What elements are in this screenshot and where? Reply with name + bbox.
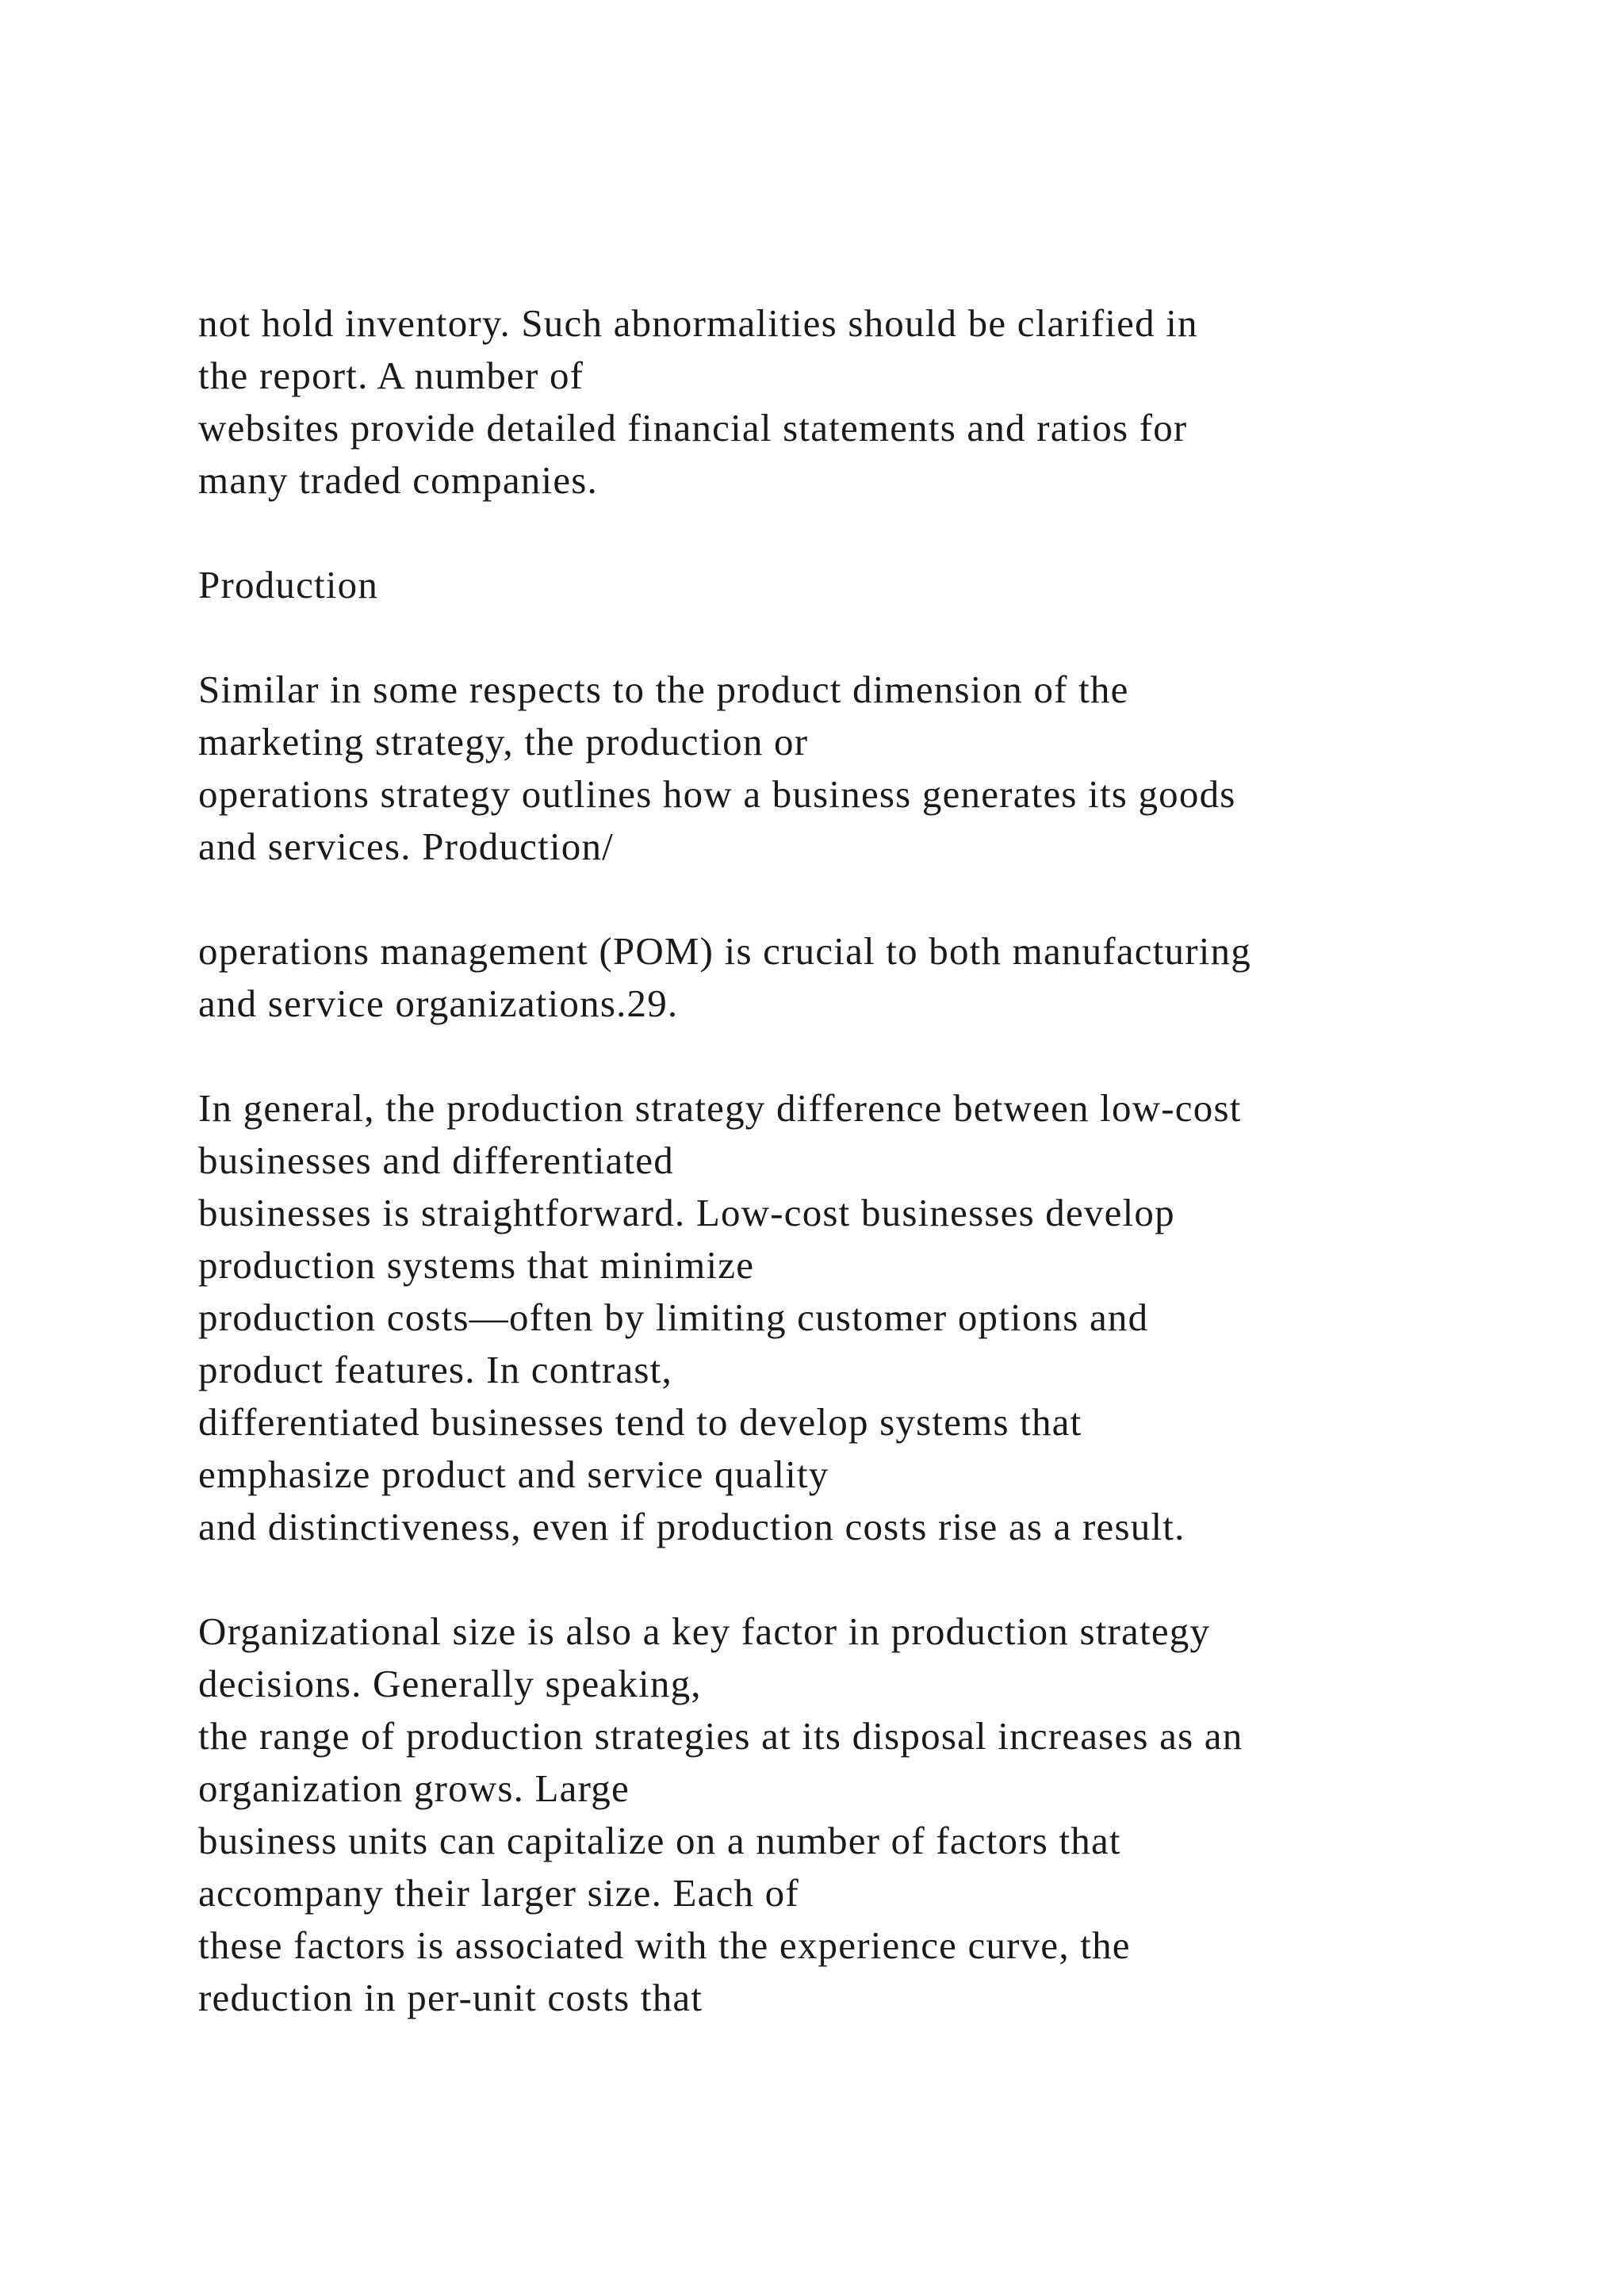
text-line: product features. In contrast, [198, 1348, 672, 1391]
text-line: production systems that minimize [198, 1243, 755, 1287]
text-line: accompany their larger size. Each of [198, 1871, 799, 1915]
text-line: marketing strategy, the production or [198, 720, 809, 763]
paragraph-gap [198, 1553, 1507, 1605]
section-heading: Production [198, 563, 379, 607]
text-line: these factors is associated with the experience curve, the [198, 1923, 1131, 1967]
text-line: businesses is straightforward. Low-cost businesses develop [198, 1191, 1175, 1234]
text-line: reduction in per-unit costs that [198, 1976, 703, 2019]
paragraph-gap [198, 1030, 1507, 1082]
text-line: differentiated businesses tend to develop systems that [198, 1400, 1082, 1444]
text-line: business units can capitalize on a number of factors that [198, 1819, 1121, 1862]
text-line: and distinctiveness, even if production costs rise as a result. [198, 1505, 1185, 1548]
document-body [198, 297, 1507, 2024]
text-line: and service organizations.29. [198, 982, 679, 1025]
text-line: and services. Production/ [198, 825, 614, 868]
text-line: operations strategy outlines how a business generates its goods [198, 772, 1236, 816]
text-line: Similar in some respects to the product dimension of the [198, 668, 1129, 711]
text-line: Organizational size is also a key factor in production strategy [198, 1609, 1211, 1653]
paragraph-gap [198, 873, 1507, 925]
text-line: many traded companies. [198, 458, 598, 502]
text-line: the range of production strategies at its disposal increases as an [198, 1714, 1243, 1758]
text-line: the report. A number of [198, 354, 584, 397]
text-line: organization grows. Large [198, 1766, 630, 1810]
text-line: operations management (POM) is crucial to both manufacturing [198, 929, 1251, 973]
text-line: websites provide detailed financial statements and ratios for [198, 406, 1188, 450]
paragraph-gap [198, 611, 1507, 664]
text-line: production costs—often by limiting customer options and [198, 1295, 1149, 1339]
text-line: not hold inventory. Such abnormalities should be clarified in [198, 301, 1198, 345]
paragraph-gap [198, 507, 1507, 559]
text-line: emphasize product and service quality [198, 1452, 829, 1496]
text-line: In general, the production strategy difference between low-cost [198, 1086, 1242, 1130]
text-line: decisions. Generally speaking, [198, 1662, 702, 1705]
text-line: businesses and differentiated [198, 1138, 674, 1182]
